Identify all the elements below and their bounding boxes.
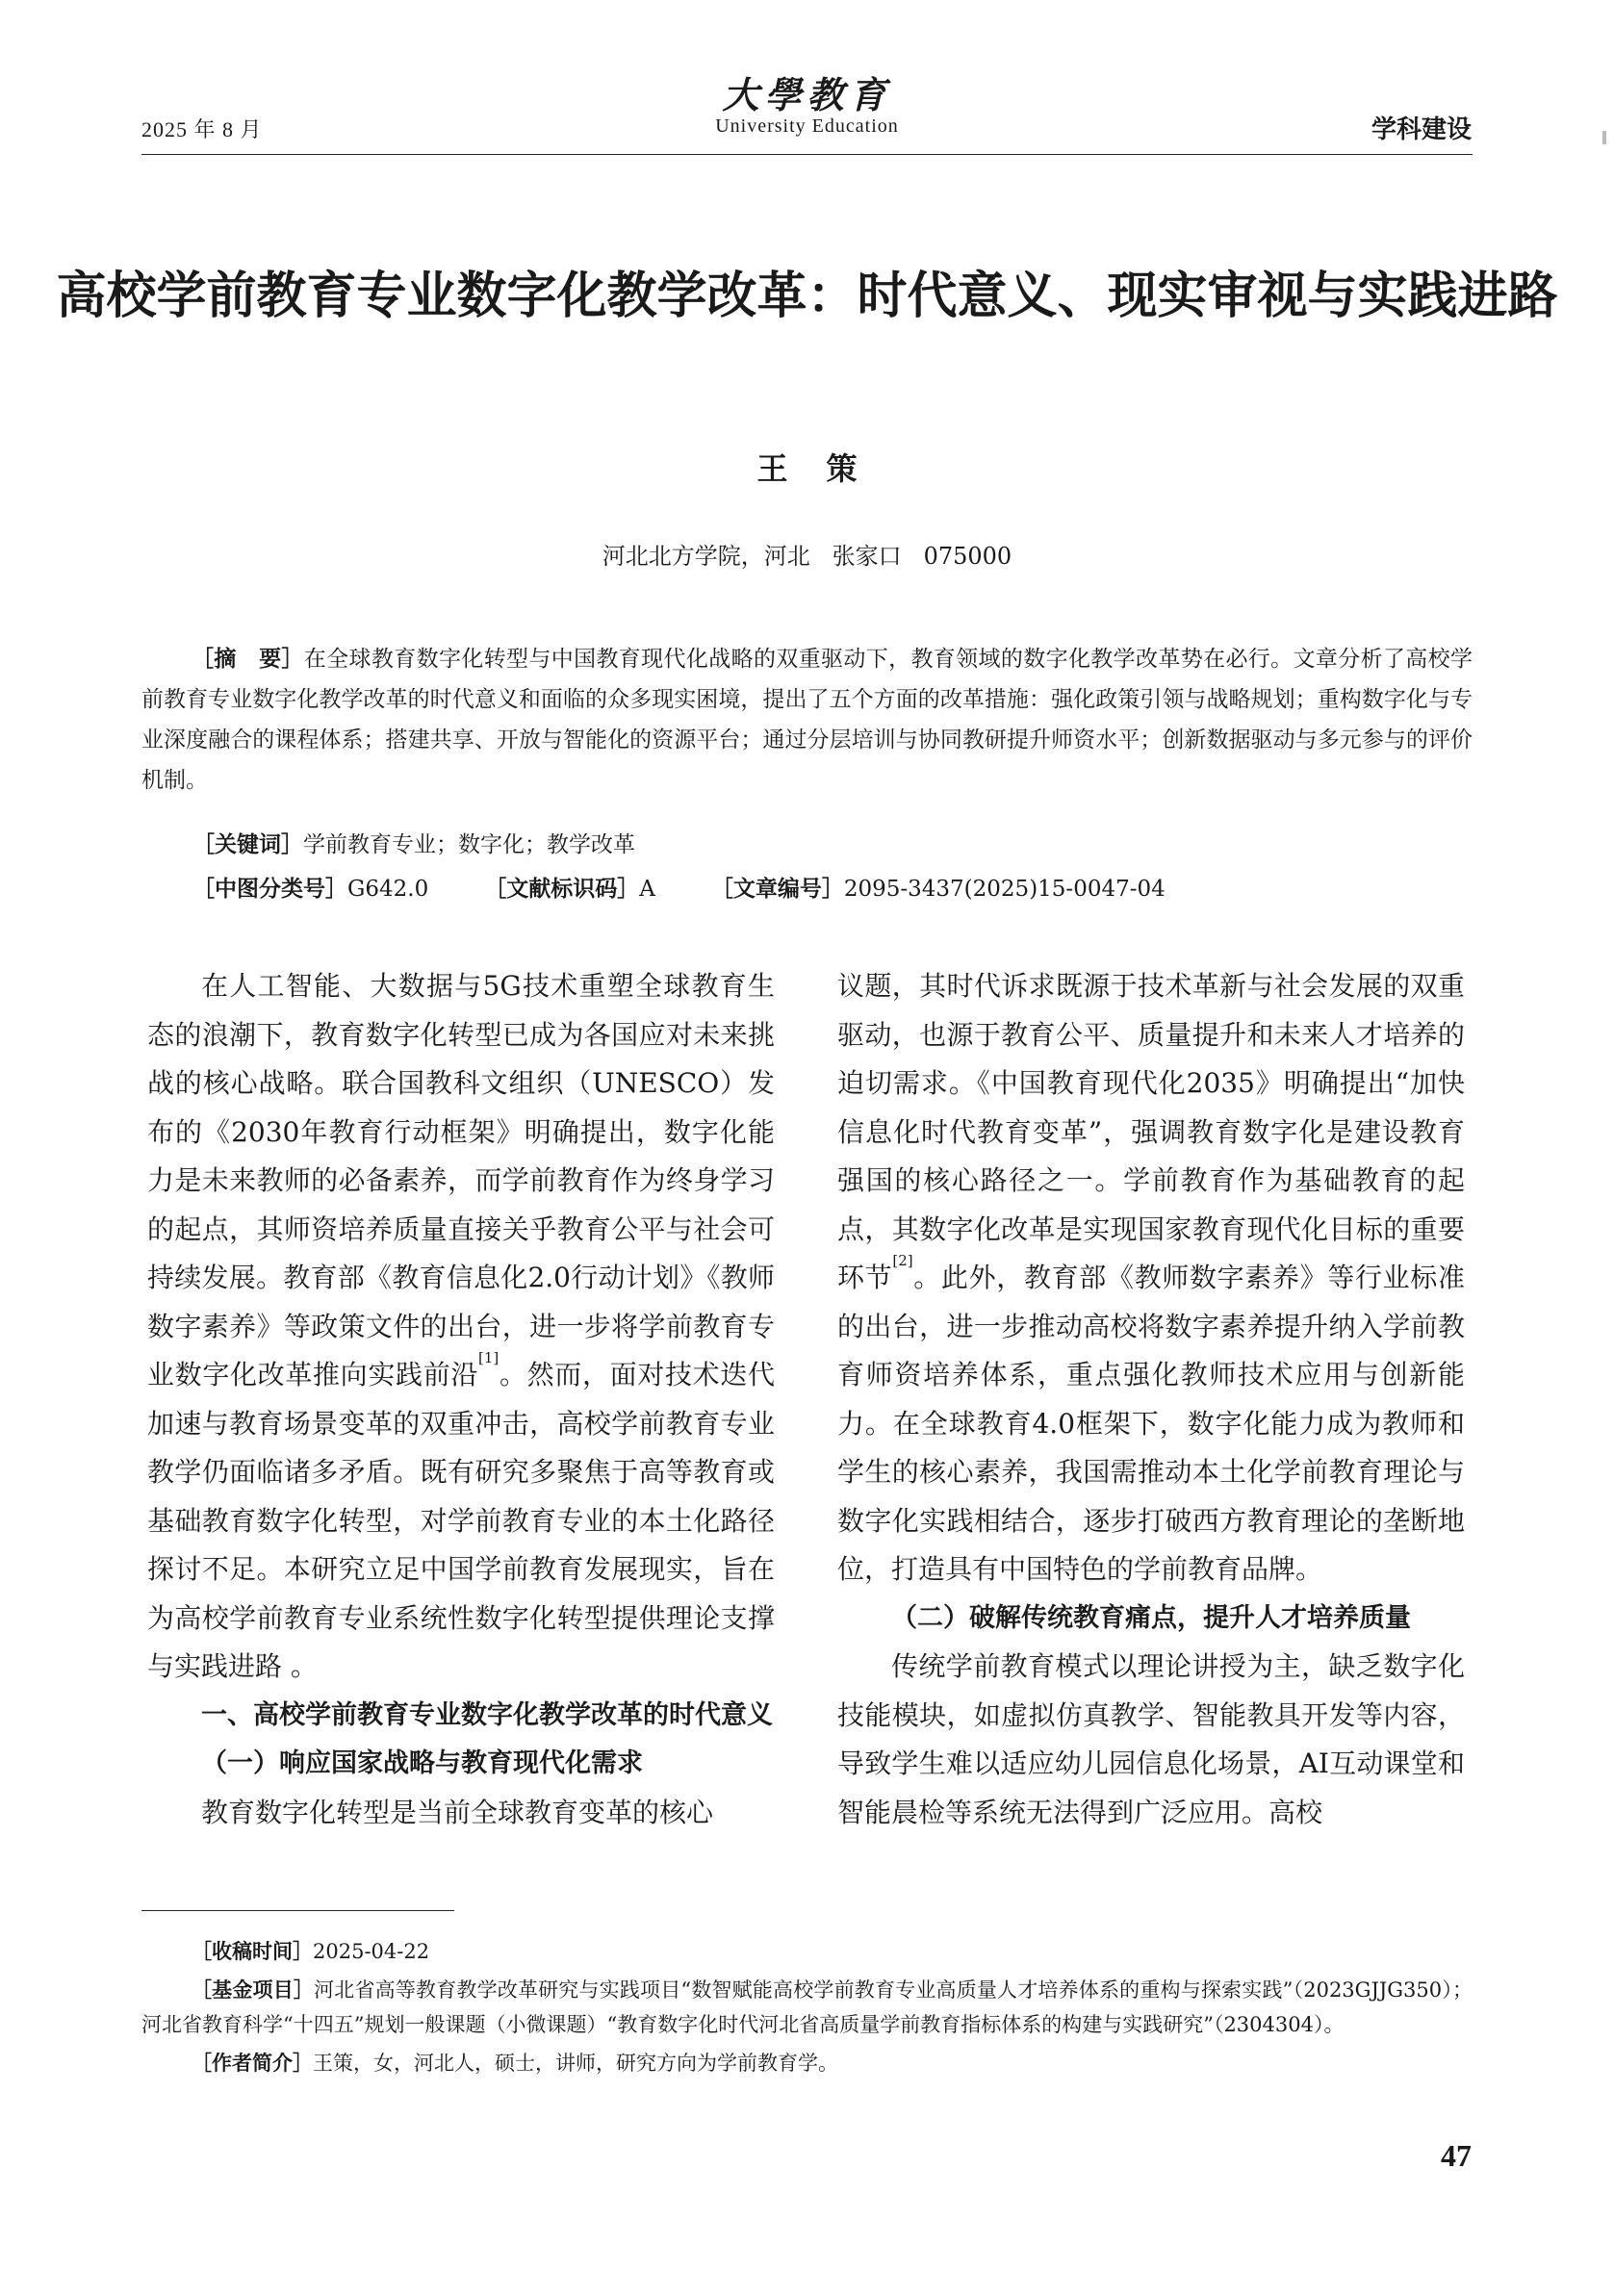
footnote-value: 王策，女，河北人，硕士，讲师，研究方向为学前教育学。	[313, 2052, 838, 2075]
page-number: 47	[1441, 2138, 1472, 2173]
footnote-rule	[141, 1910, 454, 1911]
keywords-line	[192, 826, 635, 864]
paragraph-text: 在人工智能、大数据与5G技术重塑全球教育生态的浪潮下，教育数字化转型已成为各国应对未来挑战的核心战略。联合国教科文组织（UNESCO）发布的《2030年教育行动框架》明确提出，数字化能力是未来教师的必备素养，而学前教育作为终身学习的起点，其师资培养质量直接关乎教育公平与社会可持续发展。教育部《教育信息化2.0行动计划》《教师数字素养》等政策文件的出台，进一步将学前教育专业数字化改革推向实践前沿	[147, 970, 775, 1390]
doc-code-label: ［文献标识码］	[484, 877, 640, 902]
author-name: 王策	[756, 450, 896, 487]
article-id-label: ［文章编号］	[710, 877, 844, 902]
body-paragraph	[837, 962, 1465, 1594]
body-paragraph: 传统学前教育模式以理论讲授为主，缺乏数字化技能模块，如虚拟仿真教学、智能教具开发等内容，导致学生难以适应幼儿园信息化场景，AI互动课堂和智能晨检等系统无法得到广泛应用。高校	[837, 1650, 1465, 1828]
abstract-text: 在全球教育数字化转型与中国教育现代化战略的双重驱动下，教育领域的数字化教学改革势在必行。文章分析了高校学前教育专业数字化教学改革的时代意义和面临的众多现实困境，提出了五个方面的改革措施：强化政策引领与战略规划；重构数字化与专业深度融合的课程体系；搭建共享、开放与智能化的资源平台；通过分层培训与协同教研提升师资水平；创新数据驱动与多元参与的评价机制。	[141, 647, 1473, 793]
citation-ref: [1]	[478, 1349, 500, 1366]
paragraph-text: 议题，其时代诉求既源于技术革新与社会发展的双重驱动，也源于教育公平、质量提升和未来人才培养的迫切需求。《中国教育现代化2035》明确提出“加快信息化时代教育变革”，强调教育数字化是建设教育强国的核心路径之一。学前教育作为基础教育的起点，其数字化改革是实现国家教育现代化目标的重要环节	[837, 970, 1465, 1293]
footnote-value: 2025-04-22	[313, 1940, 430, 1963]
header-rule	[141, 154, 1473, 155]
body-paragraph: 教育数字化转型是当前全球教育变革的核心	[201, 1796, 714, 1828]
article-title: 高校学前教育专业数字化教学改革：时代意义、现实审视与实践进路	[56, 268, 1558, 325]
page-edge-mark	[1602, 131, 1606, 144]
footnotes	[141, 1934, 1473, 2084]
footnote-label: ［作者简介］	[192, 2052, 313, 2075]
clc-value: G642.0	[347, 877, 429, 902]
footnote-label: ［收稿时间］	[192, 1940, 313, 1963]
citation-ref: [2]	[892, 1252, 913, 1269]
footnote-value: 河北省高等教育教学改革研究与实践项目“数智赋能高校学前教育专业高质量人才培养体系的重构与探索实践”（2023GJJG350）；河北省教育科学“十四五”规划一般课题（小微课题）“教育数字化时代河北省高质量学前教育指标体系的构建与实践研究”（2304304）。	[141, 1978, 1473, 2036]
author-affiliation: 河北北方学院，河北 张家口 075000	[602, 543, 1012, 570]
footnote-author	[141, 2046, 1473, 2080]
doc-code-value: A	[639, 877, 655, 902]
issue-date: 2025 年 8 月	[141, 117, 263, 141]
abstract-label: ［摘 要］	[192, 647, 304, 672]
subsection-heading: （一）响应国家战略与教育现代化需求	[201, 1748, 643, 1778]
body-paragraph	[147, 962, 775, 1692]
paragraph-text: 。然而，面对技术迭代加速与教育场景变革的双重冲击，高校学前教育专业教学仍面临诸多矛盾。既有研究多聚焦于高等教育或基础教育数字化转型，对学前教育专业的本土化路径探讨不足。本研究立足中国学前教育发展现实，旨在为高校学前教育专业系统性数字化转型提供理论支撑与实践进路 。	[147, 1359, 775, 1682]
footnote-label: ［基金项目］	[192, 1978, 315, 2002]
footnote-received	[141, 1934, 1473, 1969]
clc-label: ［中图分类号］	[192, 877, 347, 902]
journal-logo: 大學教育	[722, 73, 892, 116]
section-name: 学科建设	[1371, 115, 1472, 144]
body-left-column	[147, 962, 775, 1837]
journal-english-name: University Education	[715, 115, 899, 137]
footnote-fund	[141, 1973, 1473, 2042]
classification-line	[192, 870, 1166, 908]
keywords-text: 学前教育专业；数字化；教学改革	[303, 832, 635, 857]
article-id-value: 2095-3437(2025)15-0047-04	[843, 877, 1166, 902]
abstract	[141, 639, 1473, 801]
section-heading: 一、高校学前教育专业数字化教学改革的时代意义	[201, 1699, 773, 1730]
keywords-label: ［关键词］	[192, 832, 303, 857]
paragraph-text: 。此外，教育部《教师数字素养》等行业标准的出台，进一步推动高校将数字素养提升纳入学前教育师资培养体系，重点强化教师技术应用与创新能力。在全球教育4.0框架下，数字化能力成为教师和学生的核心素养，我国需推动本土化学前教育理论与数字化实践相结合，逐步打破西方教育理论的垄断地位，打造具有中国特色的学前教育品牌。	[837, 1262, 1465, 1585]
subsection-heading: （二）破解传统教育痛点，提升人才培养质量	[891, 1602, 1411, 1633]
body-right-column	[837, 962, 1465, 1837]
